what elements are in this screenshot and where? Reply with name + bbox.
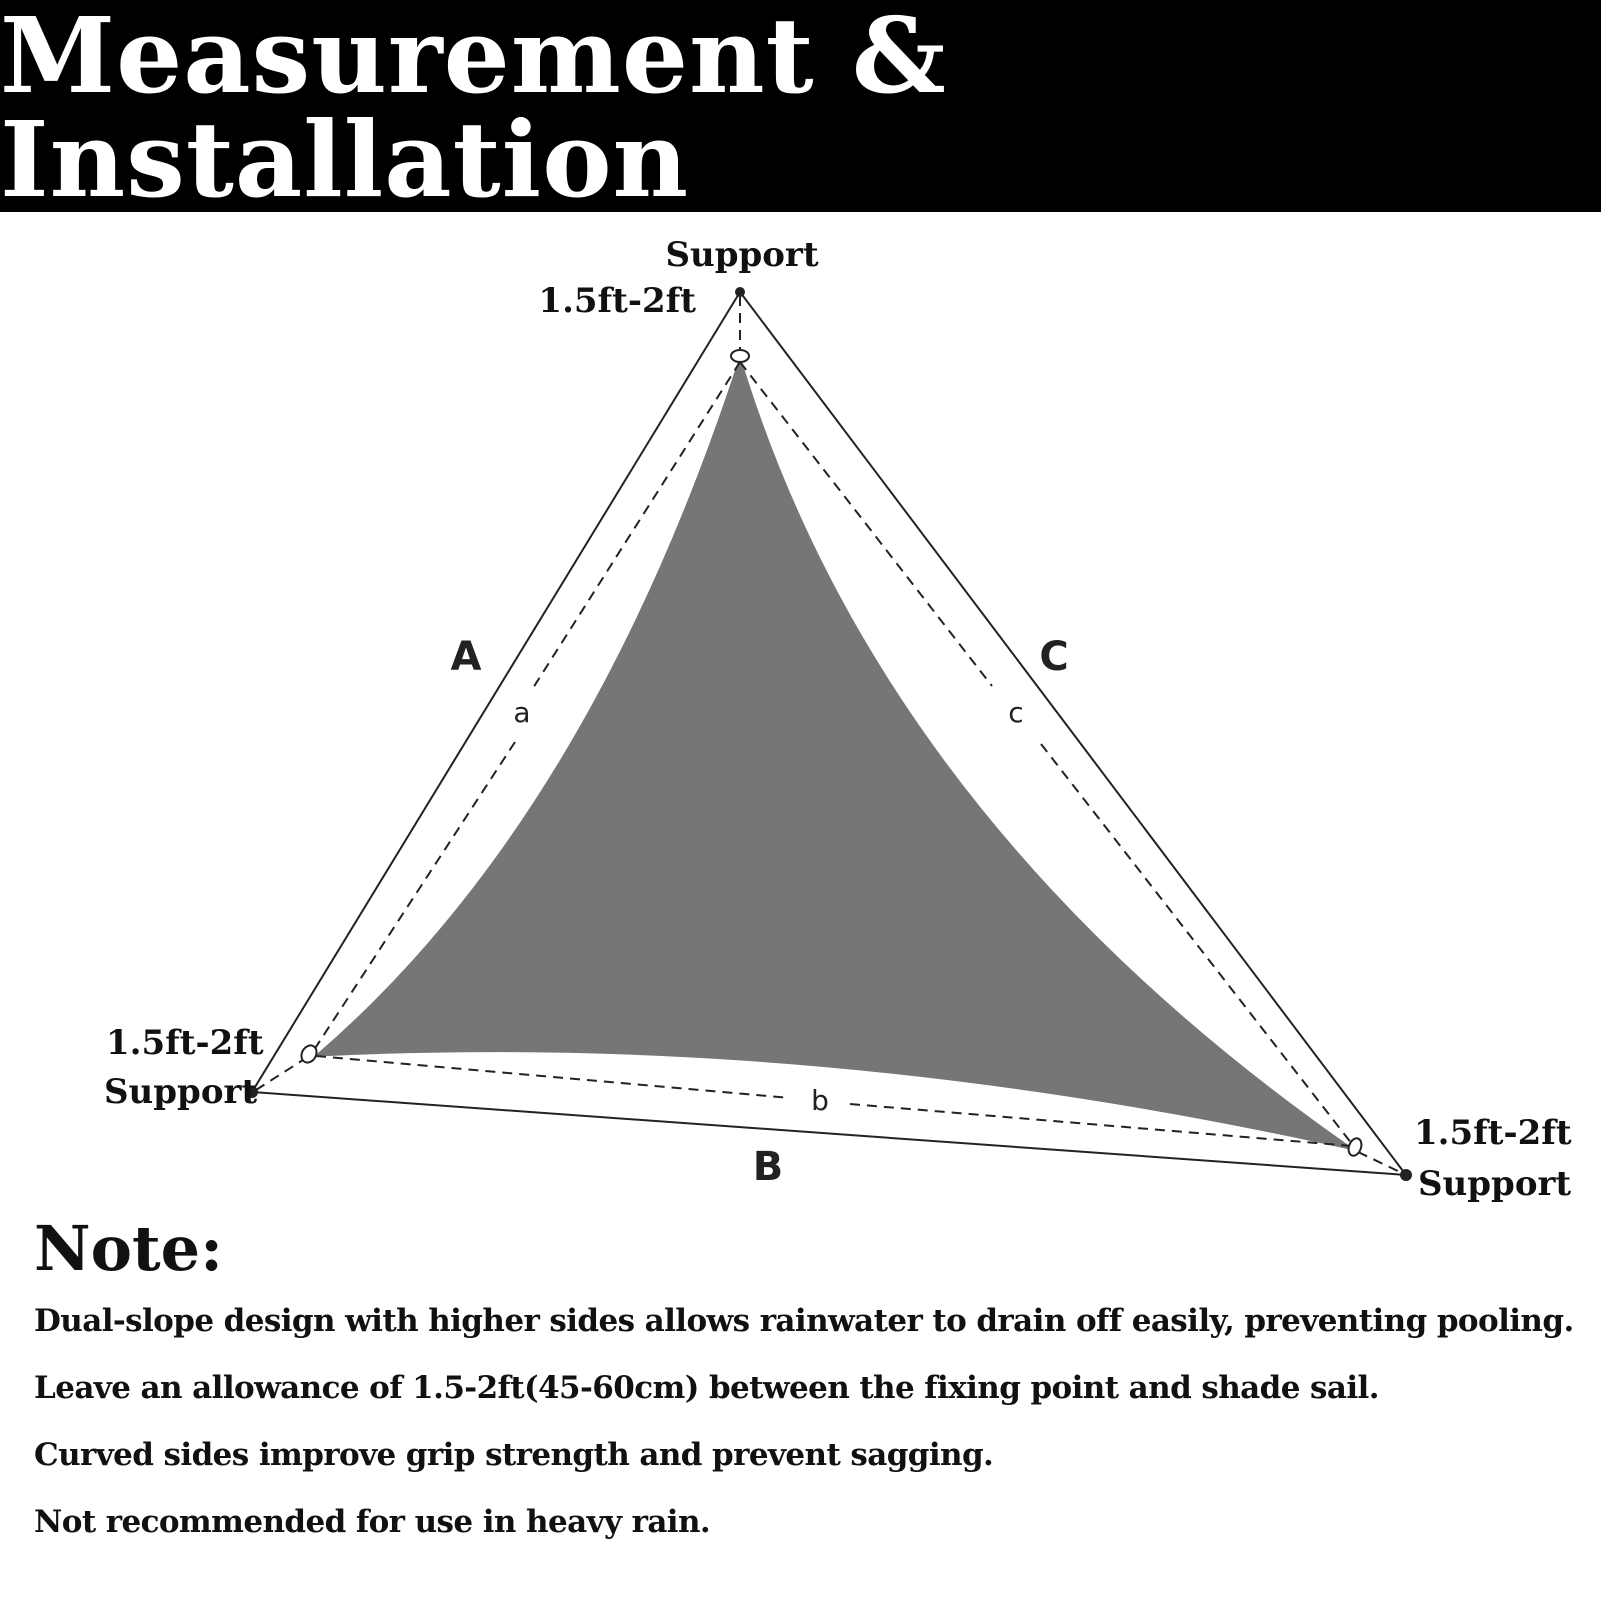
note-list (34, 1298, 1594, 1566)
dashed-side-b-left (316, 1056, 790, 1098)
page-title: Measurement & Installation (0, 0, 947, 221)
side-a-label: A (450, 634, 482, 680)
d-ring-top (731, 350, 749, 362)
inner-c-label: c (1008, 696, 1024, 729)
note-line: Curved sides improve grip strength and prevent sagging. (34, 1437, 994, 1473)
side-b-label: B (752, 1144, 784, 1190)
note-line: Dual-slope design with higher sides allows rainwater to drain off easily, preventing pooling. (34, 1303, 1574, 1339)
support-left-label: Support (104, 1072, 258, 1112)
side-c-label: C (1039, 634, 1069, 680)
note-line: Not recommended for use in heavy rain. (34, 1504, 711, 1540)
allowance-right-label: 1.5ft-2ft (1414, 1113, 1572, 1153)
support-point-right (1400, 1169, 1412, 1181)
note-heading: Note: (34, 1212, 223, 1285)
support-right-label: Support (1418, 1164, 1572, 1204)
shade-sail-diagram (0, 212, 1601, 1212)
inner-a-label: a (513, 696, 531, 729)
allowance-left-label: 1.5ft-2ft (106, 1023, 264, 1063)
support-point-top (735, 287, 745, 297)
allowance-top-label: 1.5ft-2ft (538, 281, 696, 321)
inner-b-label: b (811, 1084, 829, 1117)
note-line: Leave an allowance of 1.5-2ft(45-60cm) between the fixing point and shade sail. (34, 1370, 1379, 1406)
shade-sail (318, 360, 1350, 1148)
support-top-label: Support (665, 235, 819, 275)
dashed-allowance-right (1358, 1152, 1400, 1172)
header-banner (0, 0, 1601, 221)
